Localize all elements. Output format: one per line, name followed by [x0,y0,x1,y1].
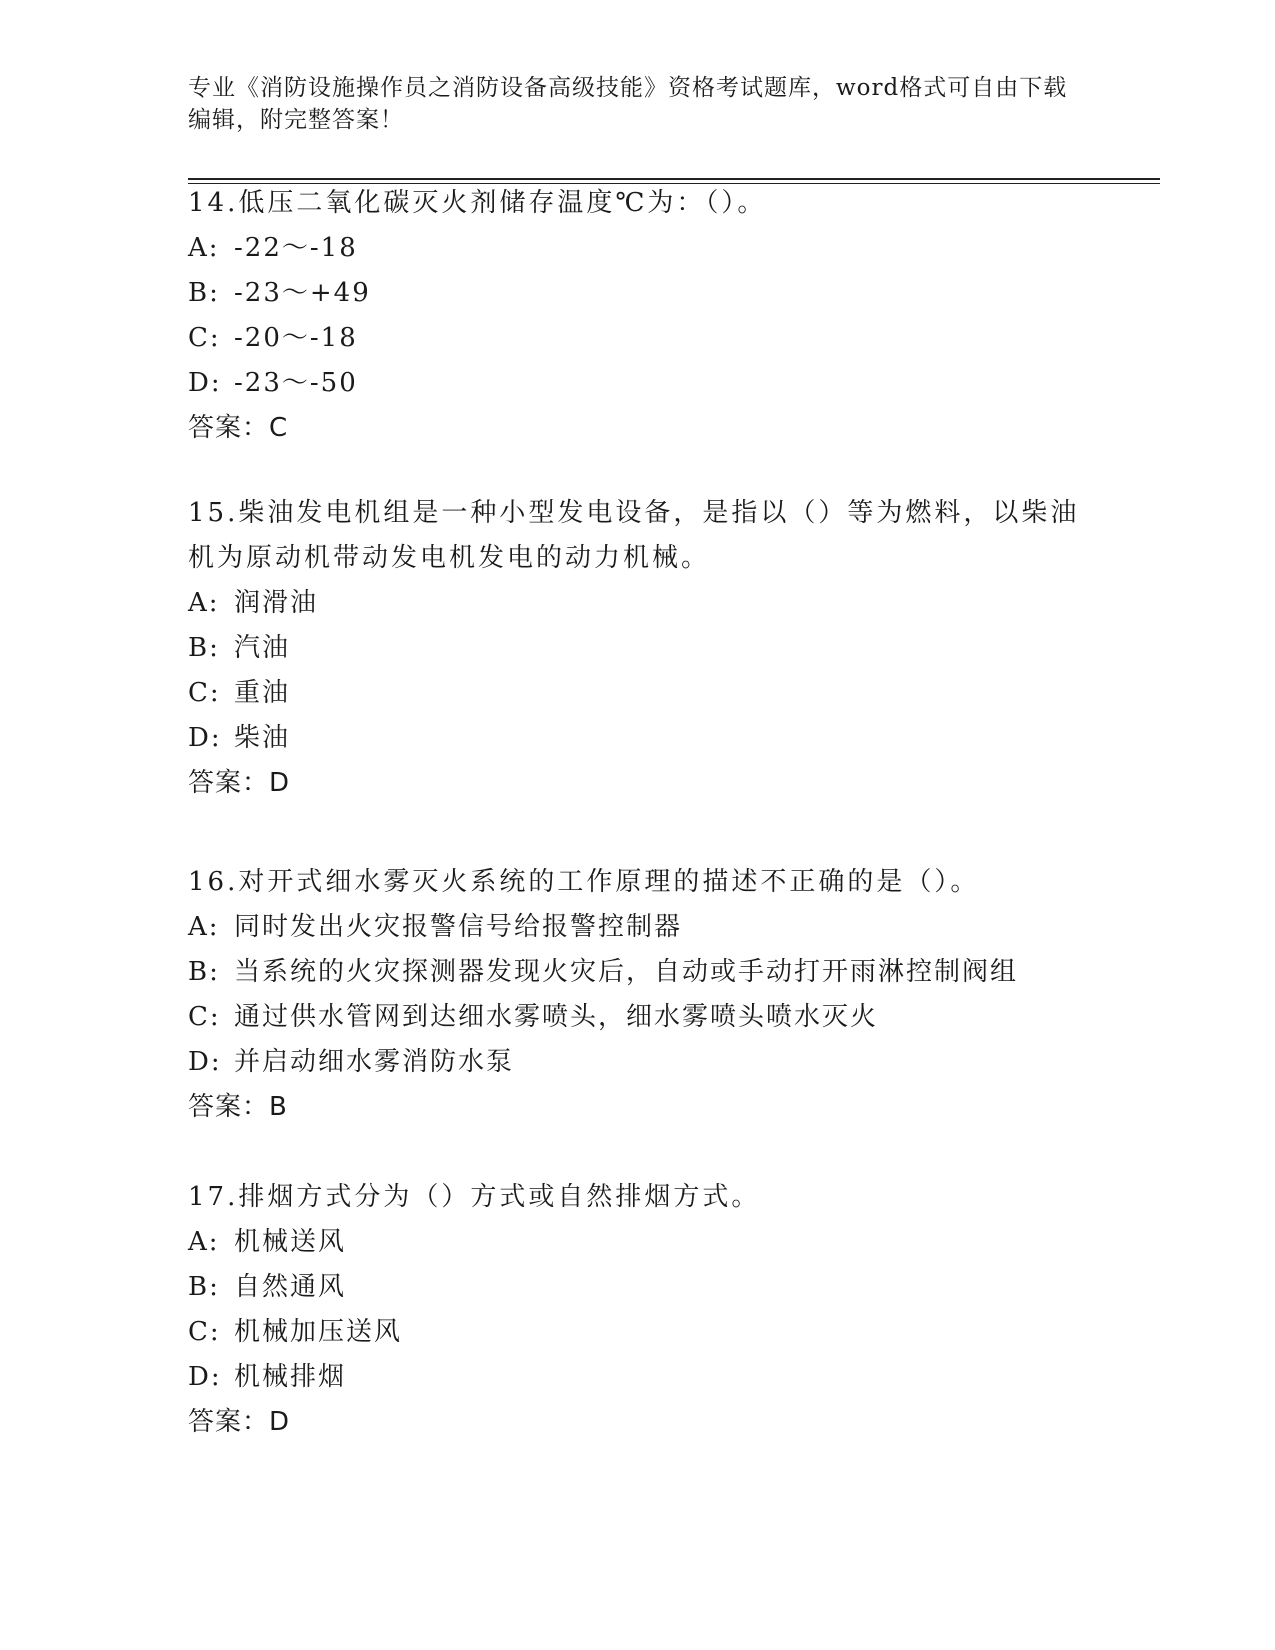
header-divider [188,178,1160,180]
option-a: A: 润滑油 [188,588,319,618]
option-c: C: 通过供水管网到达细水雾喷头，细水雾喷头喷水灭火 [188,1002,879,1032]
document-header: 专业《消防设施操作员之消防设备高级技能》资格考试题库，word格式可自由下载编辑，附完整答案！ [188,75,1068,133]
option-d: D: 柴油 [188,723,291,753]
option-b: B: -23～+49 [188,278,371,308]
question-stem: 14.低压二氧化碳灭火剂储存温度℃为：（）。 [188,188,767,218]
option-a: A: 同时发出火灾报警信号给报警控制器 [188,912,683,942]
answer: 答案：C [188,413,289,443]
option-c: C: 重油 [188,678,291,708]
question-stem: 17.排烟方式分为（）方式或自然排烟方式。 [188,1182,761,1212]
question-14 [188,181,1088,451]
question-17 [188,1175,1088,1445]
option-b: B: 汽油 [188,633,291,663]
option-c: C: 机械加压送风 [188,1317,403,1347]
option-d: D: 机械排烟 [188,1362,347,1392]
question-15 [188,491,1088,806]
option-a: A: -22～-18 [188,233,358,263]
option-d: D: -23～-50 [188,368,358,398]
option-a: A: 机械送风 [188,1227,347,1257]
answer: 答案：D [188,768,291,798]
option-c: C: -20～-18 [188,323,358,353]
option-b: B: 当系统的火灾探测器发现火灾后，自动或手动打开雨淋控制阀组 [188,957,1019,987]
question-stem: 16.对开式细水雾灭火系统的工作原理的描述不正确的是（）。 [188,867,980,897]
question-stem: 15.柴油发电机组是一种小型发电设备，是指以（）等为燃料，以柴油机为原动机带动发电机发电的动力机械。 [188,498,1080,573]
answer: 答案：B [188,1092,288,1122]
answer: 答案：D [188,1407,291,1437]
option-d: D: 并启动细水雾消防水泵 [188,1047,515,1077]
option-b: B: 自然通风 [188,1272,347,1302]
question-16 [188,860,1088,1130]
